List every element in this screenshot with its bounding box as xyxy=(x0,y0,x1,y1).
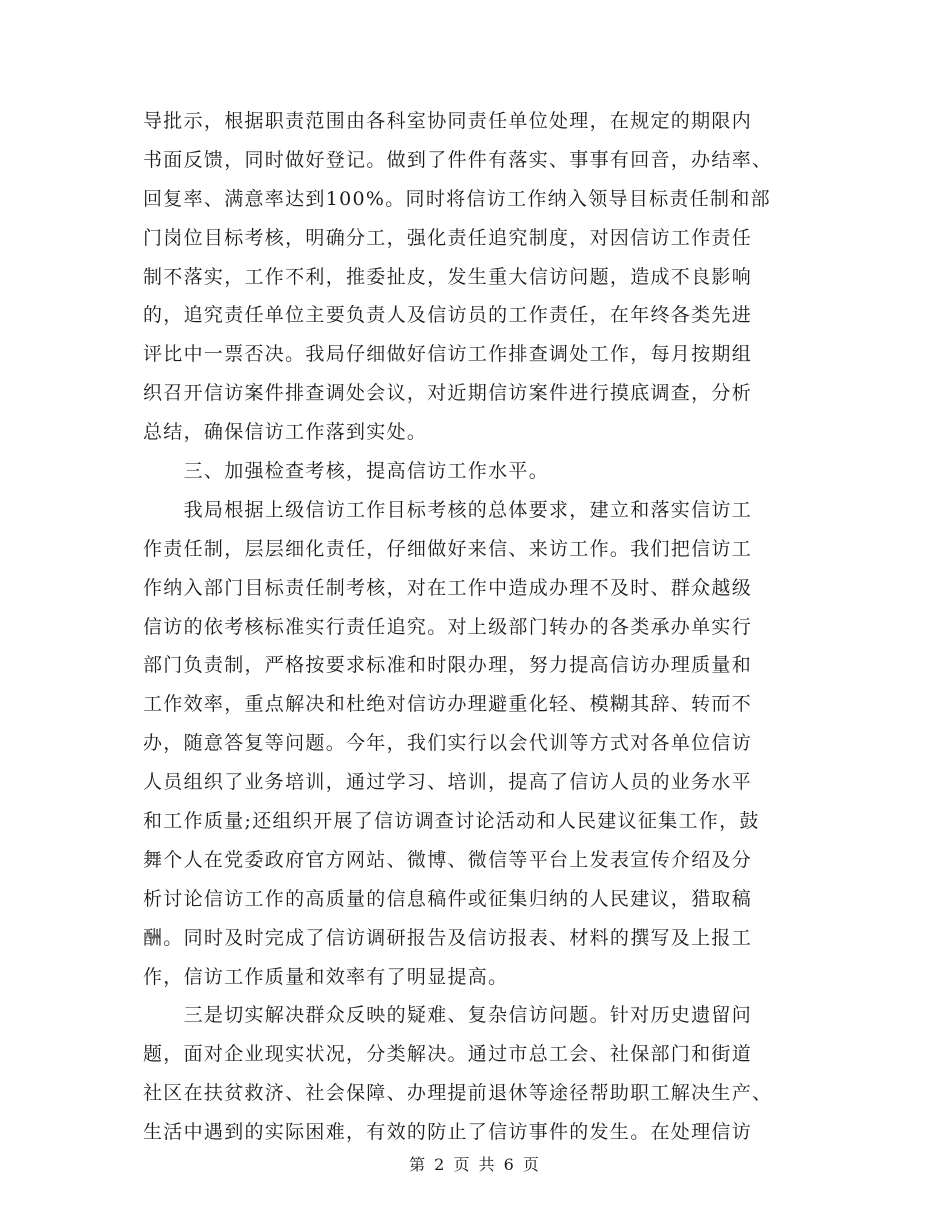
text-line: 人员组织了业务培训，通过学习、培训，提高了信访人员的业务水平 xyxy=(143,771,753,794)
text-line: 回复率、满意率达到100%。同时将信访工作纳入领导目标责任制和部 xyxy=(143,187,771,210)
text-line: 作纳入部门目标责任制考核，对在工作中造成办理不及时、群众越级 xyxy=(143,576,753,599)
text-line: 导批示，根据职责范围由各科室协同责任单位处理，在规定的期限内 xyxy=(143,110,753,132)
text-line: 题，面对企业现实状况，分类解决。通过市总工会、社保部门和街道 xyxy=(143,1043,753,1066)
text-line: 作，信访工作质量和效率有了明显提高。 xyxy=(143,965,509,988)
text-line: 析讨论信访工作的高质量的信息稿件或征集归纳的人民建议，猎取稿 xyxy=(143,887,753,910)
text-line: 三是切实解决群众反映的疑难、复杂信访问题。针对历史遗留问 xyxy=(143,1004,753,1027)
text-line: 制不落实，工作不利，推委扯皮，发生重大信访问题，造成不良影响 xyxy=(143,265,753,288)
text-line: 酬。同时及时完成了信访调研报告及信访报表、材料的撰写及上报工 xyxy=(143,926,753,949)
text-line: 作责任制，层层细化责任，仔细做好来信、来访工作。我们把信访工 xyxy=(143,537,753,560)
text-line: 的，追究责任单位主要负责人及信访员的工作责任，在年终各类先进 xyxy=(143,304,753,327)
text-line: 舞个人在党委政府官方网站、微博、微信等平台上发表宣传介绍及分 xyxy=(143,848,753,871)
text-line: 织召开信访案件排查调处会议，对近期信访案件进行摸底调查，分析 xyxy=(143,382,753,405)
text-line: 三、加强检查考核，提高信访工作水平。 xyxy=(143,460,550,483)
text-line: 生活中遇到的实际困难，有效的防止了信访事件的发生。在处理信访 xyxy=(143,1121,753,1144)
page-footer: 第 2 页 共 6 页 xyxy=(409,1155,541,1174)
text-line: 书面反馈，同时做好登记。做到了件件有落实、事事有回音，办结率、 xyxy=(143,148,773,171)
text-line: 评比中一票否决。我局仔细做好信访工作排查调处工作，每月按期组 xyxy=(143,343,753,366)
text-line: 和工作质量;还组织开展了信访调查讨论活动和人民建议征集工作，鼓 xyxy=(143,810,760,833)
text-line: 工作效率，重点解决和杜绝对信访办理避重化轻、模糊其辞、转而不 xyxy=(143,693,753,716)
text-line: 门岗位目标考核，明确分工，强化责任追究制度，对因信访工作责任 xyxy=(143,226,753,249)
text-line: 社区在扶贫救济、社会保障、办理提前退休等途径帮助职工解决生产、 xyxy=(143,1082,773,1105)
text-line: 办，随意答复等问题。今年，我们实行以会代训等方式对各单位信访 xyxy=(143,732,753,755)
body-text xyxy=(143,102,803,1152)
text-line: 信访的依考核标准实行责任追究。对上级部门转办的各类承办单实行 xyxy=(143,615,753,638)
text-line: 总结，确保信访工作落到实处。 xyxy=(143,421,428,444)
text-line: 我局根据上级信访工作目标考核的总体要求，建立和落实信访工 xyxy=(143,498,753,521)
text-line: 部门负责制，严格按要求标准和时限办理，努力提高信访办理质量和 xyxy=(143,654,753,677)
